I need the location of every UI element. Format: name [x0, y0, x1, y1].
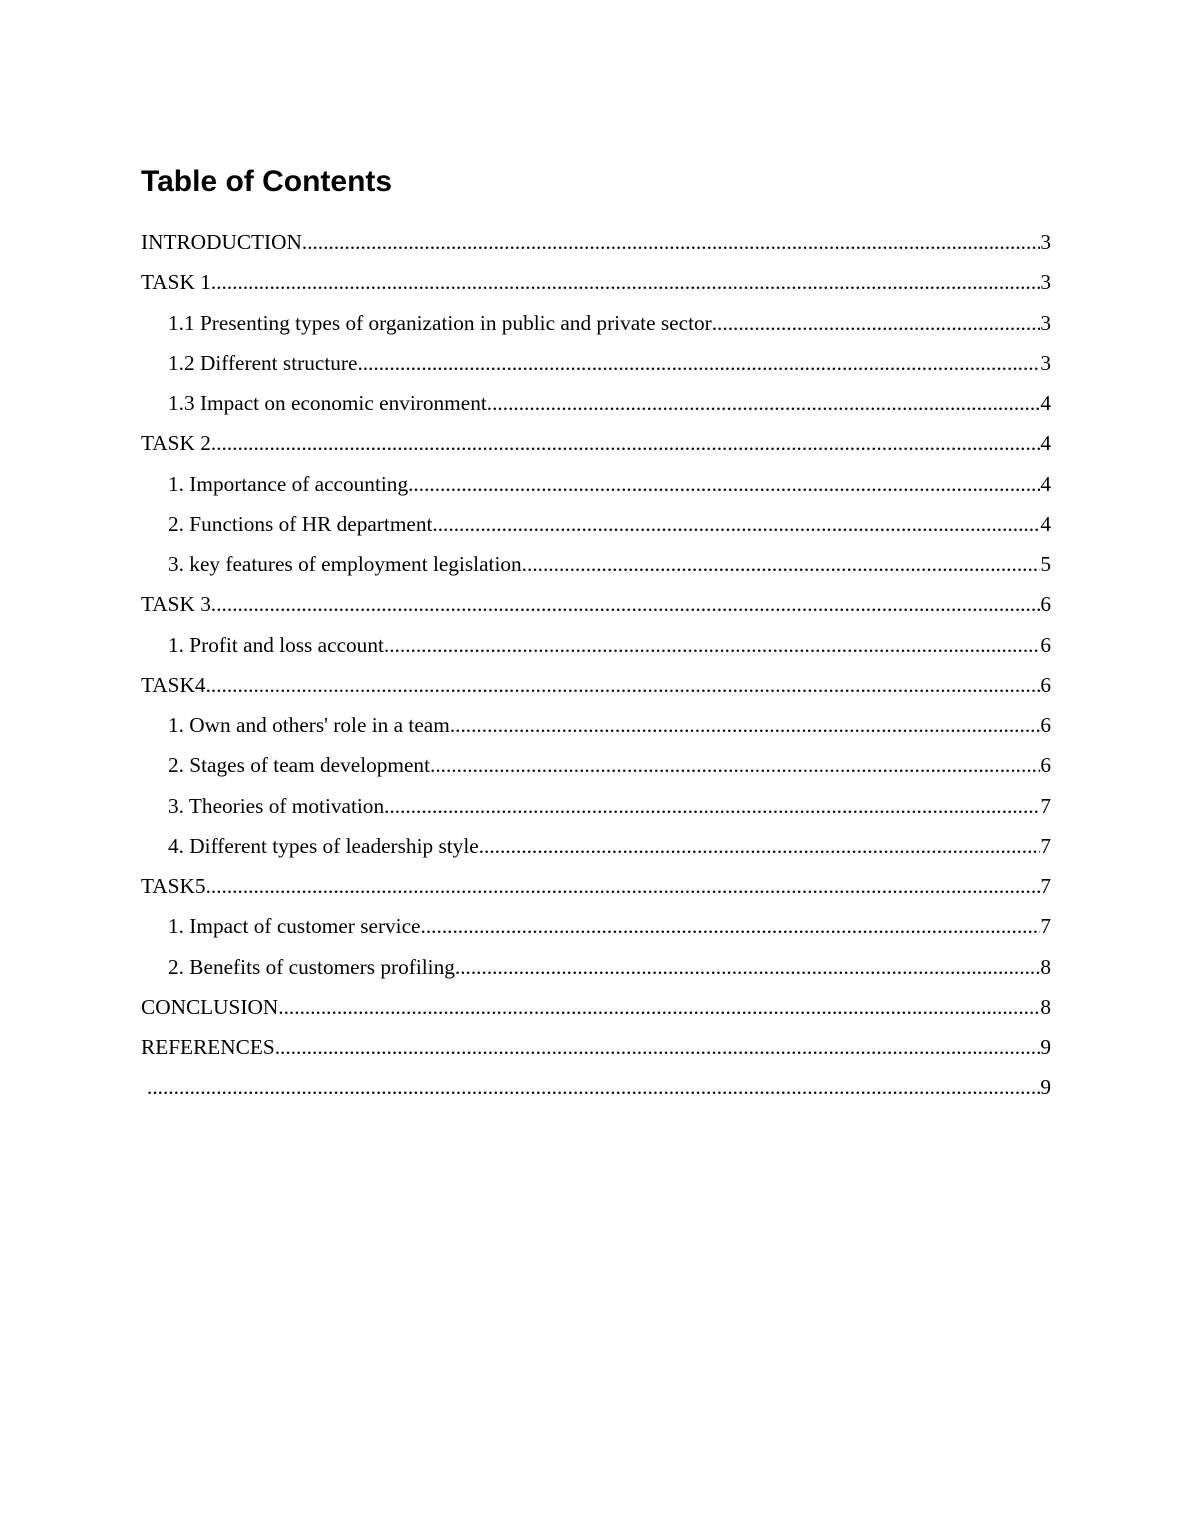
toc-dot-leader — [275, 1031, 1041, 1064]
toc-page-number: 7 — [1040, 793, 1051, 818]
toc-page-number: 6 — [1040, 672, 1051, 697]
toc-page-number: 8 — [1040, 994, 1051, 1019]
toc-entry-text: TASK5 — [141, 874, 206, 898]
toc-entry[interactable] — [141, 629, 1051, 669]
toc-dot-leader — [211, 588, 1040, 621]
toc-dot-leader — [278, 991, 1040, 1024]
toc-dot-leader — [421, 910, 1041, 943]
toc-dot-leader — [302, 226, 1040, 259]
toc-entry-text: REFERENCES — [141, 1035, 275, 1059]
toc-entry[interactable] — [141, 508, 1051, 548]
toc-entry[interactable] — [141, 1031, 1051, 1071]
toc-entry-text: 3. Theories of motivation — [168, 793, 385, 818]
toc-page-number: 6 — [1040, 753, 1051, 778]
toc-entry-text: 4. Different types of leadership style — [168, 833, 479, 858]
toc-dot-leader — [430, 749, 1040, 782]
toc-page-number: 3 — [1040, 230, 1051, 254]
toc-page-number: 9 — [1040, 1035, 1051, 1059]
toc-entry[interactable] — [141, 790, 1051, 830]
toc-dot-leader — [211, 266, 1040, 299]
toc-page-number: 5 — [1040, 552, 1051, 576]
toc-entry-text: CONCLUSION — [141, 994, 279, 1019]
toc-page-number: 6 — [1040, 632, 1051, 657]
toc-page-number: 7 — [1040, 874, 1051, 898]
toc-entry-text: 3. key features of employment legislation — [168, 552, 522, 576]
toc-page-number: 4 — [1040, 511, 1051, 536]
toc-entry-text: 1. Importance of accounting — [168, 471, 409, 496]
toc-entry-text: 2. Stages of team development — [168, 753, 430, 778]
toc-page-number: 4 — [1040, 391, 1051, 415]
toc-page-number: 3 — [1040, 310, 1051, 335]
toc-page-number: 3 — [1040, 270, 1051, 295]
toc-dot-leader — [450, 709, 1041, 742]
toc-page-number: 7 — [1040, 833, 1051, 858]
toc-dot-leader — [357, 347, 1040, 380]
toc-dot-leader — [206, 870, 1041, 903]
toc-dot-leader — [384, 790, 1040, 823]
toc-entry[interactable] — [141, 951, 1051, 991]
toc-entry[interactable] — [141, 709, 1051, 749]
toc-entry-text: 1. Profit and loss account — [168, 632, 384, 657]
toc-entry[interactable] — [141, 749, 1051, 789]
toc-page-number: 6 — [1040, 713, 1051, 737]
toc-entry[interactable] — [141, 307, 1051, 347]
toc-dot-leader — [432, 508, 1040, 541]
toc-page-number: 3 — [1040, 350, 1051, 375]
toc-entry[interactable] — [141, 468, 1051, 508]
toc-dot-leader — [712, 307, 1041, 340]
toc-entry-text: 1. Impact of customer service — [168, 914, 421, 939]
toc-entry-text: 2. Benefits of customers profiling — [168, 954, 455, 979]
toc-dot-leader — [206, 669, 1041, 702]
toc-entry[interactable] — [141, 910, 1051, 950]
toc-page-number: 4 — [1040, 471, 1051, 496]
toc-entry[interactable] — [141, 387, 1051, 427]
toc-page-number: 7 — [1040, 914, 1051, 939]
toc-entry[interactable] — [141, 427, 1051, 467]
toc-dot-leader — [455, 951, 1040, 984]
toc-entry[interactable] — [141, 347, 1051, 387]
toc-entry[interactable] — [141, 548, 1051, 588]
toc-dot-leader — [384, 629, 1040, 662]
toc-page-number: 6 — [1040, 592, 1051, 617]
table-of-contents — [141, 226, 1051, 1112]
toc-entry[interactable] — [141, 226, 1051, 266]
toc-entry-text: 1.2 Different structure — [168, 350, 358, 375]
toc-entry-text: TASK 2 — [141, 431, 211, 456]
toc-page-number: 4 — [1040, 431, 1051, 456]
toc-entry[interactable] — [141, 669, 1051, 709]
page-title: Table of Contents — [141, 165, 393, 198]
toc-entry-text: 2. Functions of HR department — [168, 511, 433, 536]
toc-entry-text: 1.1 Presenting types of organization in public and private sector — [168, 310, 712, 335]
toc-page-number: 9 — [1040, 1075, 1051, 1100]
toc-entry[interactable] — [141, 588, 1051, 628]
toc-entry-text: TASK4 — [141, 672, 206, 697]
toc-entry[interactable] — [141, 870, 1051, 910]
toc-dot-leader — [522, 548, 1041, 581]
toc-entry-text: TASK 1 — [141, 270, 211, 295]
toc-dot-leader — [479, 830, 1041, 863]
toc-entry[interactable] — [141, 991, 1051, 1031]
toc-entry-text: TASK 3 — [141, 592, 211, 617]
toc-entry[interactable] — [141, 1071, 1051, 1111]
toc-entry-text: 1. Own and others' role in a team — [168, 713, 450, 737]
toc-entry-text: INTRODUCTION — [141, 230, 302, 254]
toc-dot-leader — [211, 427, 1040, 460]
toc-page-number: 8 — [1040, 954, 1051, 979]
toc-dot-leader — [408, 468, 1040, 501]
toc-entry[interactable] — [141, 830, 1051, 870]
toc-dot-leader — [487, 387, 1041, 420]
toc-entry-text: 1.3 Impact on economic environment — [168, 391, 487, 415]
toc-entry[interactable] — [141, 266, 1051, 306]
toc-dot-leader — [147, 1071, 1040, 1104]
